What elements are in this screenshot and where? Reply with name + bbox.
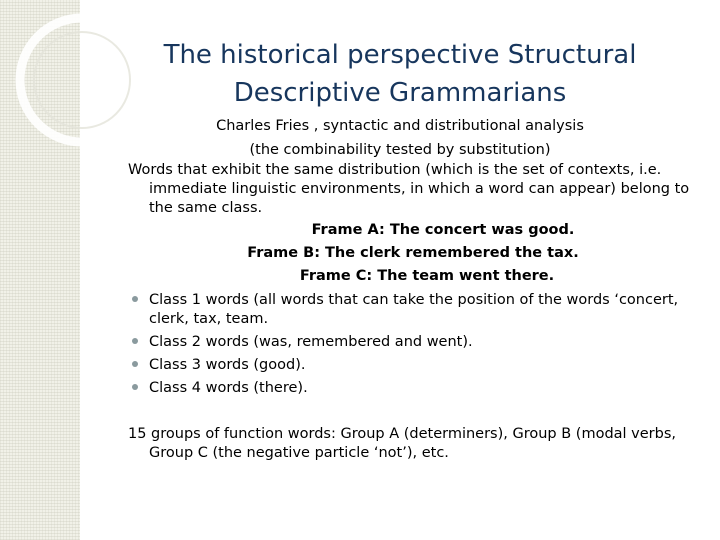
subtitle-line-1: Charles Fries , syntactic and distributional analysis	[216, 118, 584, 134]
bullet-icon	[132, 296, 138, 302]
paragraph-1-line-2: immediate linguistic environments, in which a word can appear) belong to	[149, 181, 690, 197]
frame-c: Frame C: The team went there.	[299, 268, 555, 284]
bullet-4: Class 4 words (there).	[149, 380, 308, 396]
slide-title	[80, 36, 720, 112]
bullet-icon	[132, 338, 138, 344]
title-line-1: The historical perspective Structural	[163, 40, 637, 70]
bullet-icon	[132, 361, 138, 367]
paragraph-2-line-2: Group C (the negative particle ‘not’), etc.	[149, 445, 449, 461]
bullet-3: Class 3 words (good).	[149, 357, 306, 373]
title-line-2: Descriptive Grammarians	[233, 78, 567, 108]
paragraph-1-line-3: the same class.	[149, 200, 263, 216]
paragraph-2-line-1: 15 groups of function words: Group A (determiners), Group B (modal verbs,	[128, 426, 677, 442]
bullet-2: Class 2 words (was, remembered and went).	[149, 334, 473, 350]
frame-b: Frame B: The clerk remembered the tax.	[247, 245, 579, 261]
bullet-icon	[132, 384, 138, 390]
bullet-1-line-2: clerk, tax, team.	[149, 311, 269, 327]
bullet-1-line-1: Class 1 words (all words that can take the position of the words ‘concert,	[149, 292, 679, 308]
subtitle-line-2: (the combinability tested by substitution)	[249, 142, 551, 158]
frame-a: Frame A: The concert was good.	[311, 222, 575, 238]
paragraph-1-line-1: Words that exhibit the same distribution (which is the set of contexts, i.e.	[128, 162, 662, 178]
